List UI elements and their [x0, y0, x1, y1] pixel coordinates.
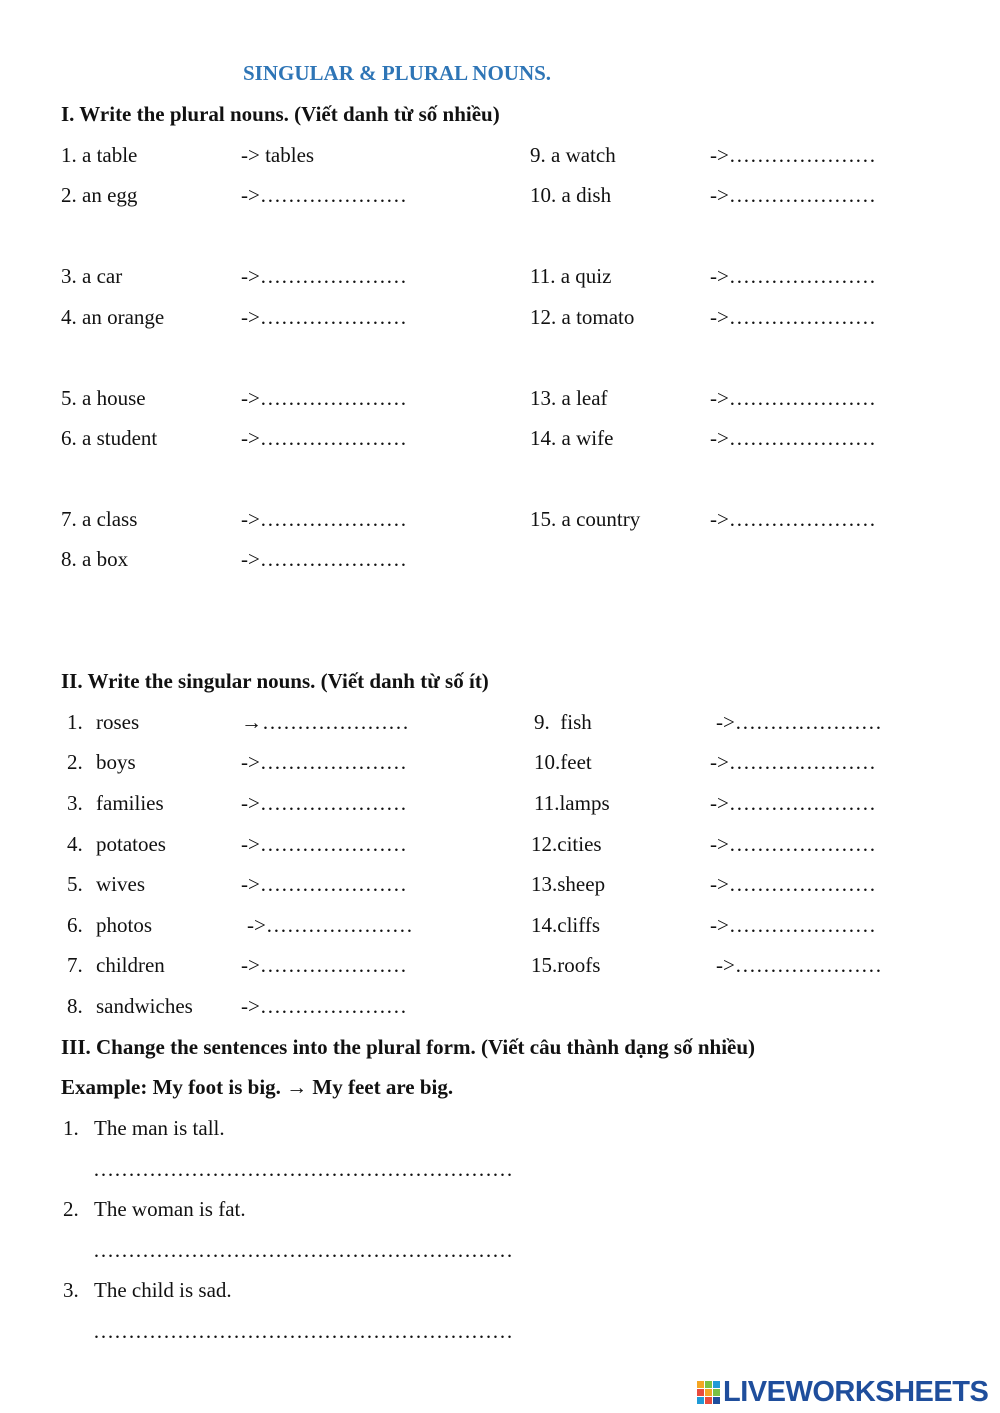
plural-answer[interactable]: ->………………… [241, 426, 407, 450]
worksheet-title: SINGULAR & PLURAL NOUNS. [243, 61, 552, 85]
logo-square [697, 1397, 704, 1404]
plural-answer[interactable]: ->………………… [241, 507, 407, 531]
plural-word: 9. a watch [530, 143, 616, 167]
singular-answer[interactable]: ->………………… [241, 953, 407, 977]
singular-number: 6. [67, 913, 83, 937]
plural-word: 4. an orange [61, 305, 165, 329]
singular-number: 3. [67, 791, 83, 815]
logo-square [705, 1381, 712, 1388]
singular-word: 14.cliffs [531, 913, 601, 937]
section1-heading: I. Write the plural nouns. (Viết danh từ số nhiều) [61, 102, 500, 126]
plural-answer[interactable]: ->………………… [241, 183, 407, 207]
singular-word: children [96, 953, 165, 977]
singular-answer[interactable]: ->………………… [241, 750, 407, 774]
singular-answer[interactable]: →………………… [241, 710, 409, 734]
logo-text: LIVEWORKSHEETS [723, 1376, 989, 1408]
plural-answer[interactable]: ->………………… [710, 264, 876, 288]
singular-number: 8. [67, 994, 83, 1018]
singular-word: 13.sheep [531, 872, 606, 896]
singular-number: 4. [67, 832, 83, 856]
singular-answer[interactable]: ->………………… [716, 953, 882, 977]
section3-heading: III. Change the sentences into the plural form. (Viết câu thành dạng số nhiều) [61, 1035, 756, 1059]
singular-answer[interactable]: ->………………… [710, 913, 876, 937]
plural-word: 6. a student [61, 426, 158, 450]
singular-number: 2. [67, 750, 83, 774]
singular-word: 15.roofs [531, 953, 601, 977]
singular-word: roses [96, 710, 140, 734]
singular-word: boys [96, 750, 136, 774]
plural-word: 8. a box [61, 547, 129, 571]
plural-word: 5. a house [61, 386, 146, 410]
singular-answer[interactable]: ->………………… [247, 913, 413, 937]
sentence-number: 1. [63, 1116, 79, 1140]
singular-answer[interactable]: ->………………… [710, 750, 876, 774]
plural-word: 13. a leaf [530, 386, 608, 410]
plural-word: 3. a car [61, 264, 123, 288]
singular-word: families [96, 791, 164, 815]
singular-answer[interactable]: ->………………… [241, 994, 407, 1018]
plural-answer[interactable]: ->………………… [241, 305, 407, 329]
sentence-answer-line[interactable]: …………………………………………………… [93, 1319, 513, 1343]
logo-square [705, 1389, 712, 1396]
plural-answer[interactable]: ->………………… [710, 143, 876, 167]
singular-word: 12.cities [531, 832, 602, 856]
sentence-text: The man is tall. [94, 1116, 225, 1140]
logo-square [697, 1389, 704, 1396]
plural-word: 15. a country [530, 507, 641, 531]
plural-answer[interactable]: ->………………… [710, 426, 876, 450]
singular-number: 7. [67, 953, 83, 977]
plural-word: 11. a quiz [530, 264, 612, 288]
singular-word: 9. fish [534, 710, 592, 734]
sentence-number: 2. [63, 1197, 79, 1221]
singular-answer[interactable]: ->………………… [241, 791, 407, 815]
singular-answer[interactable]: ->………………… [241, 832, 407, 856]
section2-heading: II. Write the singular nouns. (Viết danh từ số ít) [61, 669, 489, 693]
liveworksheets-logo [697, 1378, 988, 1407]
sentence-answer-line[interactable]: …………………………………………………… [93, 1157, 513, 1181]
plural-answer[interactable]: ->………………… [241, 264, 407, 288]
singular-word: sandwiches [96, 994, 193, 1018]
example-sentence: Example: My foot is big. → My feet are big. [61, 1075, 454, 1099]
singular-answer[interactable]: ->………………… [716, 710, 882, 734]
plural-answer[interactable]: -> tables [241, 143, 315, 167]
logo-square [713, 1381, 720, 1388]
sentence-text: The woman is fat. [94, 1197, 246, 1221]
singular-answer[interactable]: ->………………… [710, 872, 876, 896]
singular-word: photos [96, 913, 153, 937]
plural-answer[interactable]: ->………………… [710, 386, 876, 410]
plural-word: 14. a wife [530, 426, 614, 450]
plural-word: 7. a class [61, 507, 138, 531]
sentence-number: 3. [63, 1278, 79, 1302]
plural-word: 12. a tomato [530, 305, 635, 329]
plural-answer[interactable]: ->………………… [241, 547, 407, 571]
logo-grid-icon [697, 1381, 720, 1404]
logo-square [705, 1397, 712, 1404]
plural-answer[interactable]: ->………………… [710, 305, 876, 329]
plural-word: 1. a table [61, 143, 138, 167]
singular-word: potatoes [96, 832, 166, 856]
singular-word: 10.feet [534, 750, 592, 774]
sentence-answer-line[interactable]: …………………………………………………… [93, 1238, 513, 1262]
singular-word: 11.lamps [534, 791, 610, 815]
plural-word: 2. an egg [61, 183, 138, 207]
singular-answer[interactable]: ->………………… [241, 872, 407, 896]
logo-square [697, 1381, 704, 1388]
logo-square [713, 1397, 720, 1404]
singular-number: 1. [67, 710, 83, 734]
plural-answer[interactable]: ->………………… [710, 507, 876, 531]
logo-square [713, 1389, 720, 1396]
singular-answer[interactable]: ->………………… [710, 832, 876, 856]
sentence-text: The child is sad. [94, 1278, 232, 1302]
plural-answer[interactable]: ->………………… [710, 183, 876, 207]
plural-answer[interactable]: ->………………… [241, 386, 407, 410]
singular-number: 5. [67, 872, 83, 896]
plural-word: 10. a dish [530, 183, 612, 207]
singular-answer[interactable]: ->………………… [710, 791, 876, 815]
singular-word: wives [96, 872, 145, 896]
